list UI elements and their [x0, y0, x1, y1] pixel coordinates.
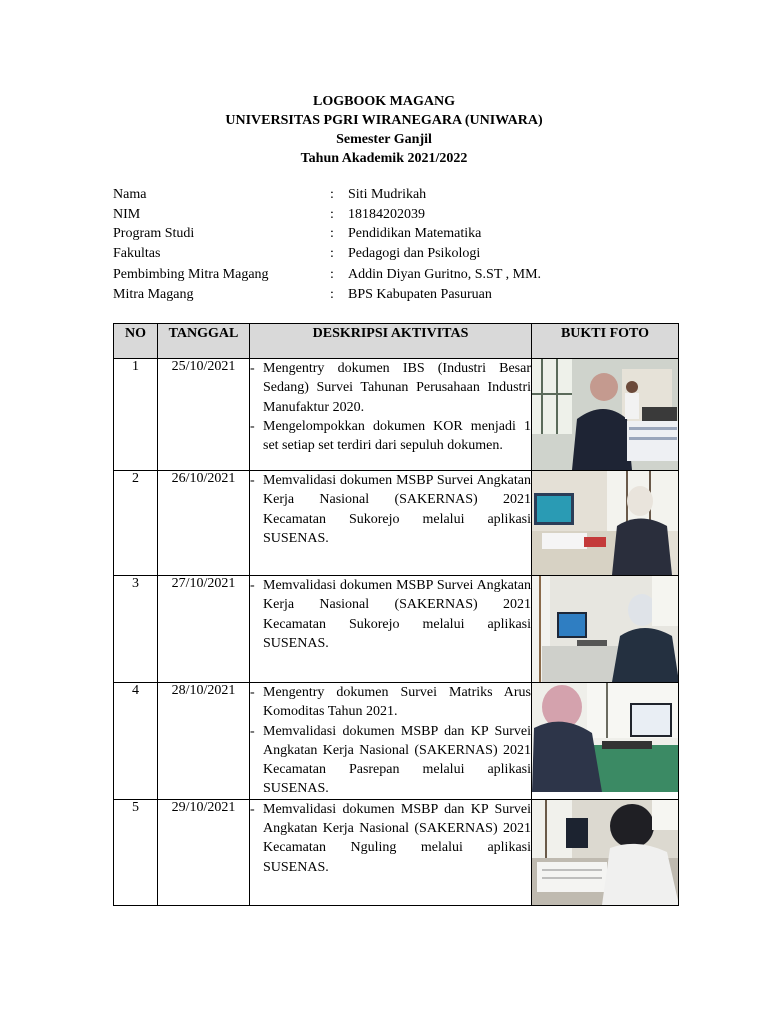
activity-text: Mengentry dokumen Survei Matriks Arus Komoditas Tahun 2021. [263, 685, 531, 720]
info-row [113, 285, 673, 305]
bullet-dash: - [250, 578, 255, 593]
cell-deskripsi [250, 799, 532, 905]
evidence-photo [532, 683, 679, 792]
activity-item [250, 576, 531, 653]
info-colon: : [330, 226, 334, 241]
bullet-dash: - [250, 685, 255, 700]
cell-foto [532, 576, 679, 683]
table-row [114, 799, 679, 905]
activity-text: Memvalidasi dokumen MSBP Survei Angkatan Kerja Nasional (SAKERNAS) 2021 Kecamatan Sukorejo melalui aplikasi SUSENAS. [263, 578, 531, 651]
activity-item [250, 683, 531, 722]
info-label: Nama [113, 187, 147, 202]
info-value: Addin Diyan Guritno, S.ST , MM. [348, 267, 542, 282]
table-row [114, 471, 679, 576]
cell-deskripsi [250, 576, 532, 683]
info-label: Mitra Magang [113, 286, 194, 302]
document-header [0, 92, 768, 168]
info-value: BPS Kabupaten Pasuruan [348, 286, 492, 302]
doc-title: LOGBOOK MAGANG [313, 94, 455, 109]
table-row [114, 683, 679, 800]
activity-text: Mengelompokkan dokumen KOR menjadi 1 set setiap set terdiri dari sepuluh dokumen. [263, 418, 531, 454]
evidence-photo [532, 576, 679, 682]
activity-text: Memvalidasi dokumen MSBP dan KP Survei Angkatan Kerja Nasional (SAKERNAS) 2021 Kecamatan Pasrepan melalui aplikasi SUSENAS. [263, 723, 531, 797]
info-colon: : [330, 206, 334, 222]
evidence-photo [532, 800, 679, 905]
info-label: Fakultas [113, 245, 161, 261]
header-foto: BUKTI FOTO [532, 324, 679, 359]
activity-item [250, 722, 531, 799]
table-row [114, 359, 679, 471]
bullet-dash: - [250, 723, 255, 739]
table-row [114, 576, 679, 683]
cell-deskripsi [250, 683, 532, 800]
info-value: 18184202039 [348, 206, 425, 222]
student-info [113, 185, 673, 304]
header-deskripsi: DESKRIPSI AKTIVITAS [250, 324, 532, 359]
cell-no: 3 [114, 576, 158, 683]
info-value: Pendidikan Matematika [348, 226, 482, 241]
info-row [113, 265, 673, 285]
activity-item [250, 359, 531, 417]
cell-foto [532, 683, 679, 800]
info-colon: : [330, 286, 334, 302]
info-colon: : [330, 267, 334, 282]
info-row [113, 185, 673, 205]
cell-tanggal: 28/10/2021 [158, 683, 250, 800]
cell-deskripsi [250, 359, 532, 471]
info-label: Program Studi [113, 226, 195, 241]
activity-item [250, 471, 531, 548]
info-row [113, 224, 673, 244]
activity-item [250, 417, 531, 456]
evidence-photo [532, 471, 679, 575]
header-tanggal: TANGGAL [158, 324, 250, 359]
activity-text: Mengentry dokumen IBS (Industri Besar Sedang) Survei Tahunan Perusahaan Industri Manufaktur 2020. [263, 361, 531, 415]
info-label: Pembimbing Mitra Magang [113, 267, 269, 282]
activity-item [250, 800, 531, 877]
evidence-photo [532, 359, 679, 470]
cell-deskripsi [250, 471, 532, 576]
bullet-dash: - [250, 418, 255, 434]
bullet-dash: - [250, 473, 255, 488]
cell-foto [532, 359, 679, 471]
cell-foto [532, 471, 679, 576]
info-row [113, 244, 673, 264]
cell-tanggal: 26/10/2021 [158, 471, 250, 576]
cell-no: 5 [114, 799, 158, 905]
info-value: Pedagogi dan Psikologi [348, 245, 481, 261]
cell-no: 4 [114, 683, 158, 800]
cell-no: 2 [114, 471, 158, 576]
bullet-dash: - [250, 801, 255, 817]
cell-no: 1 [114, 359, 158, 471]
cell-tanggal: 29/10/2021 [158, 799, 250, 905]
info-colon: : [330, 187, 334, 202]
academic-year: Tahun Akademik 2021/2022 [300, 151, 468, 166]
bullet-dash: - [250, 361, 255, 376]
university-name: UNIVERSITAS PGRI WIRANEGARA (UNIWARA) [225, 113, 543, 128]
table-header-row [114, 324, 679, 359]
cell-tanggal: 27/10/2021 [158, 576, 250, 683]
info-label: NIM [113, 206, 141, 222]
logbook-table [113, 323, 679, 906]
cell-tanggal: 25/10/2021 [158, 359, 250, 471]
info-colon: : [330, 245, 334, 261]
info-row [113, 205, 673, 225]
info-value: Siti Mudrikah [348, 187, 427, 202]
activity-text: Memvalidasi dokumen MSBP dan KP Survei Angkatan Kerja Nasional (SAKERNAS) 2021 Kecamatan Nguling melalui aplikasi SUSENAS. [263, 801, 531, 875]
activity-text: Memvalidasi dokumen MSBP Survei Angkatan Kerja Nasional (SAKERNAS) 2021 Kecamatan Sukorejo melalui aplikasi SUSENAS. [263, 473, 531, 546]
cell-foto [532, 799, 679, 905]
header-no: NO [114, 324, 158, 359]
semester: Semester Ganjil [336, 132, 432, 147]
